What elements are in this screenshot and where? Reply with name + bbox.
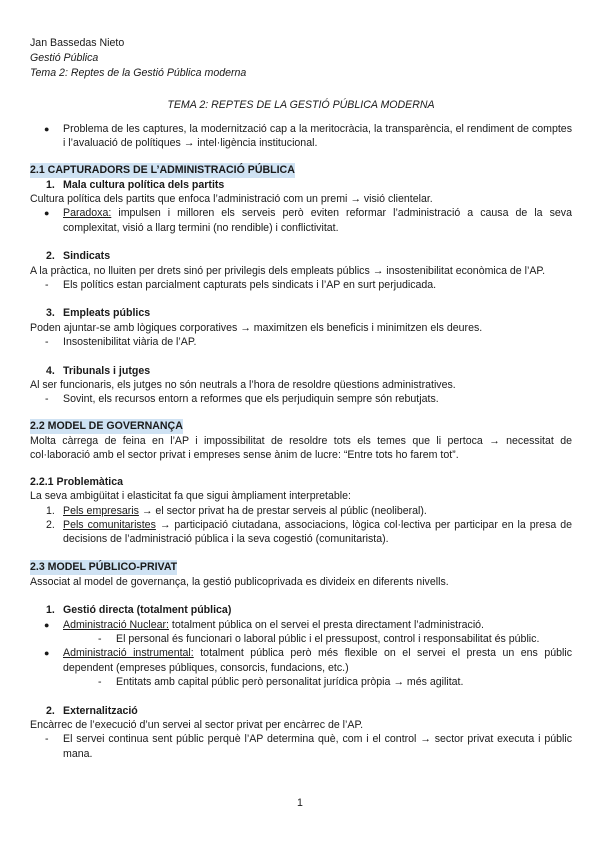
bullet-icon: ● [44,123,50,134]
subsection-heading: 2.2.1 Problemàtica [30,475,124,488]
dash-marker: - [45,393,49,406]
bullet-text: totalment pública però més flexible on el servei el presta un ens públic dependent (empreses públiques, consorcis, fundacions, etc.) [63,647,573,674]
intro-bullet [30,122,572,151]
paragraph: Associat al model de governança, la gestió publicoprivada es divideix en diferents nivells. [30,575,449,588]
dash-item [30,278,572,292]
topic-line: Tema 2: Reptes de la Gestió Pública moderna [30,66,247,79]
numbered-item [30,178,572,192]
bullet-item [30,618,572,632]
paragraph: Al ser funcionaris, els jutges no són neutrals a l’hora de resoldre qüestions administratives. [30,379,456,392]
dash-text: Els polítics estan parcialment capturats pels sindicats i l’AP en surt perjudicada. [63,279,437,292]
bullet-text: totalment pública on el servei el presta directament l’administració. [168,618,485,631]
item-label: Pels empresaris [63,504,139,517]
item-title: Externalització [63,704,138,717]
section-heading: 2.1 CAPTURADORS DE L’ADMINISTRACIÓ PÚBLICA [30,163,295,176]
numbered-item [30,704,572,718]
numbered-item [30,504,572,518]
numbered-item [30,518,572,547]
course-name: Gestió Pública [30,51,99,64]
section-2-1 [30,163,572,178]
bullet-label: Administració Nuclear: [63,618,169,631]
item-number: 2. [46,250,55,263]
bullet-label: Paradoxa: [63,207,112,220]
document-title: TEMA 2: REPTES DE LA GESTIÓ PÚBLICA MODERNA [167,99,435,112]
dash-item [30,335,572,349]
bullet-icon: ● [44,208,50,219]
intro-bullet-text: Problema de les captures, la modernització cap a la meritocràcia, la transparència, el rendiment de comptes i l’avaluació de polítiques → intel·ligència institucional. [63,122,572,150]
document-header [30,36,572,80]
item-number: 1. [46,178,55,191]
item-number: 2. [46,518,55,531]
dash-marker: - [45,733,49,746]
dash-text: Insostenibilitat viària de l’AP. [63,336,197,349]
page-number: 1 [297,797,303,809]
item-text: → el sector privat ha de prestar serveis al públic (neoliberal). [138,504,427,517]
section-heading: 2.3 MODEL PÚBLICO-PRIVAT [30,560,178,573]
numbered-item [30,249,572,263]
page-content [30,36,572,761]
bullet-item [30,646,572,675]
paragraph: A la pràctica, no lluiten per drets sinó per privilegis dels empleats públics → insostenibilitat econòmica de l’AP. [30,264,546,277]
paragraph: Poden ajuntar-se amb lògiques corporatives → maximitzen els beneficis i minimitzen els deures. [30,321,483,334]
item-text: → participació ciutadana, associacions, lògica col·lectiva per participar en la presa de decisions de l’administració pública i la seva cogestió (comunitarista). [63,518,572,546]
paragraph: Encàrrec de l’execució d’un servei al sector privat per encàrrec de l’AP. [30,718,364,731]
paragraph: Molta càrrega de feina en l’AP i impossibilitat de resoldre tots els temes que li pertoca → necessitat de col·laboració amb el sector privat i empreses sense ànim de lucre: “Entre tots ho farem tot”. [30,434,572,462]
dash-text: El personal és funcionari o laboral públic i el pressupost, control i responsabilitat és públic. [116,632,540,645]
item-title: Empleats públics [63,307,151,320]
paradox-bullet [30,206,572,235]
paragraph: Cultura política dels partits que enfoca l’administració com un premi → visió clientelar. [30,193,433,206]
section-heading: 2.2 MODEL DE GOVERNANÇA [30,419,183,432]
item-number: 3. [46,307,55,320]
dash-item [30,392,572,406]
bullet-icon: ● [44,648,50,659]
item-title: Gestió directa (totalment pública) [63,604,232,617]
dash-text: El servei continua sent públic perquè l’AP determina què, com i el control → sector privat executa i públic mana. [63,733,572,760]
section-2-2 [30,419,572,434]
dash-marker: - [98,632,102,645]
dash-text: Entitats amb capital públic però personalitat jurídica pròpia → més agilitat. [116,676,464,689]
item-number: 4. [46,364,55,377]
dash-item [30,732,572,761]
item-label: Pels comunitaristes [63,518,156,531]
dash-text: Sovint, els recursos entorn a reformes que els perjudiquin sempre són rebutjats. [63,393,439,406]
numbered-item [30,603,572,617]
dash-marker: - [98,676,102,689]
item-title: Mala cultura política dels partits [63,178,225,191]
bullet-label: Administració instrumental: [63,647,194,660]
bullet-text: impulsen i milloren els serveis però eviten reformar l’administració a causa de la seva complexitat, visió a llarg termini (no rendible) i conflictivitat. [63,207,572,234]
item-number: 1. [46,504,55,517]
item-number: 1. [46,604,55,617]
item-title: Tribunals i jutges [63,364,151,377]
item-number: 2. [46,704,55,717]
dash-item [30,675,572,689]
bullet-icon: ● [44,619,50,630]
numbered-item [30,364,572,378]
dash-marker: - [45,336,49,349]
section-2-3 [30,560,572,575]
dash-marker: - [45,279,49,292]
paragraph: La seva ambigüitat i elasticitat fa que sigui àmpliament interpretable: [30,490,351,503]
numbered-item [30,306,572,320]
dash-item [30,632,572,646]
author-name: Jan Bassedas Nieto [30,37,125,49]
item-title: Sindicats [63,250,111,263]
